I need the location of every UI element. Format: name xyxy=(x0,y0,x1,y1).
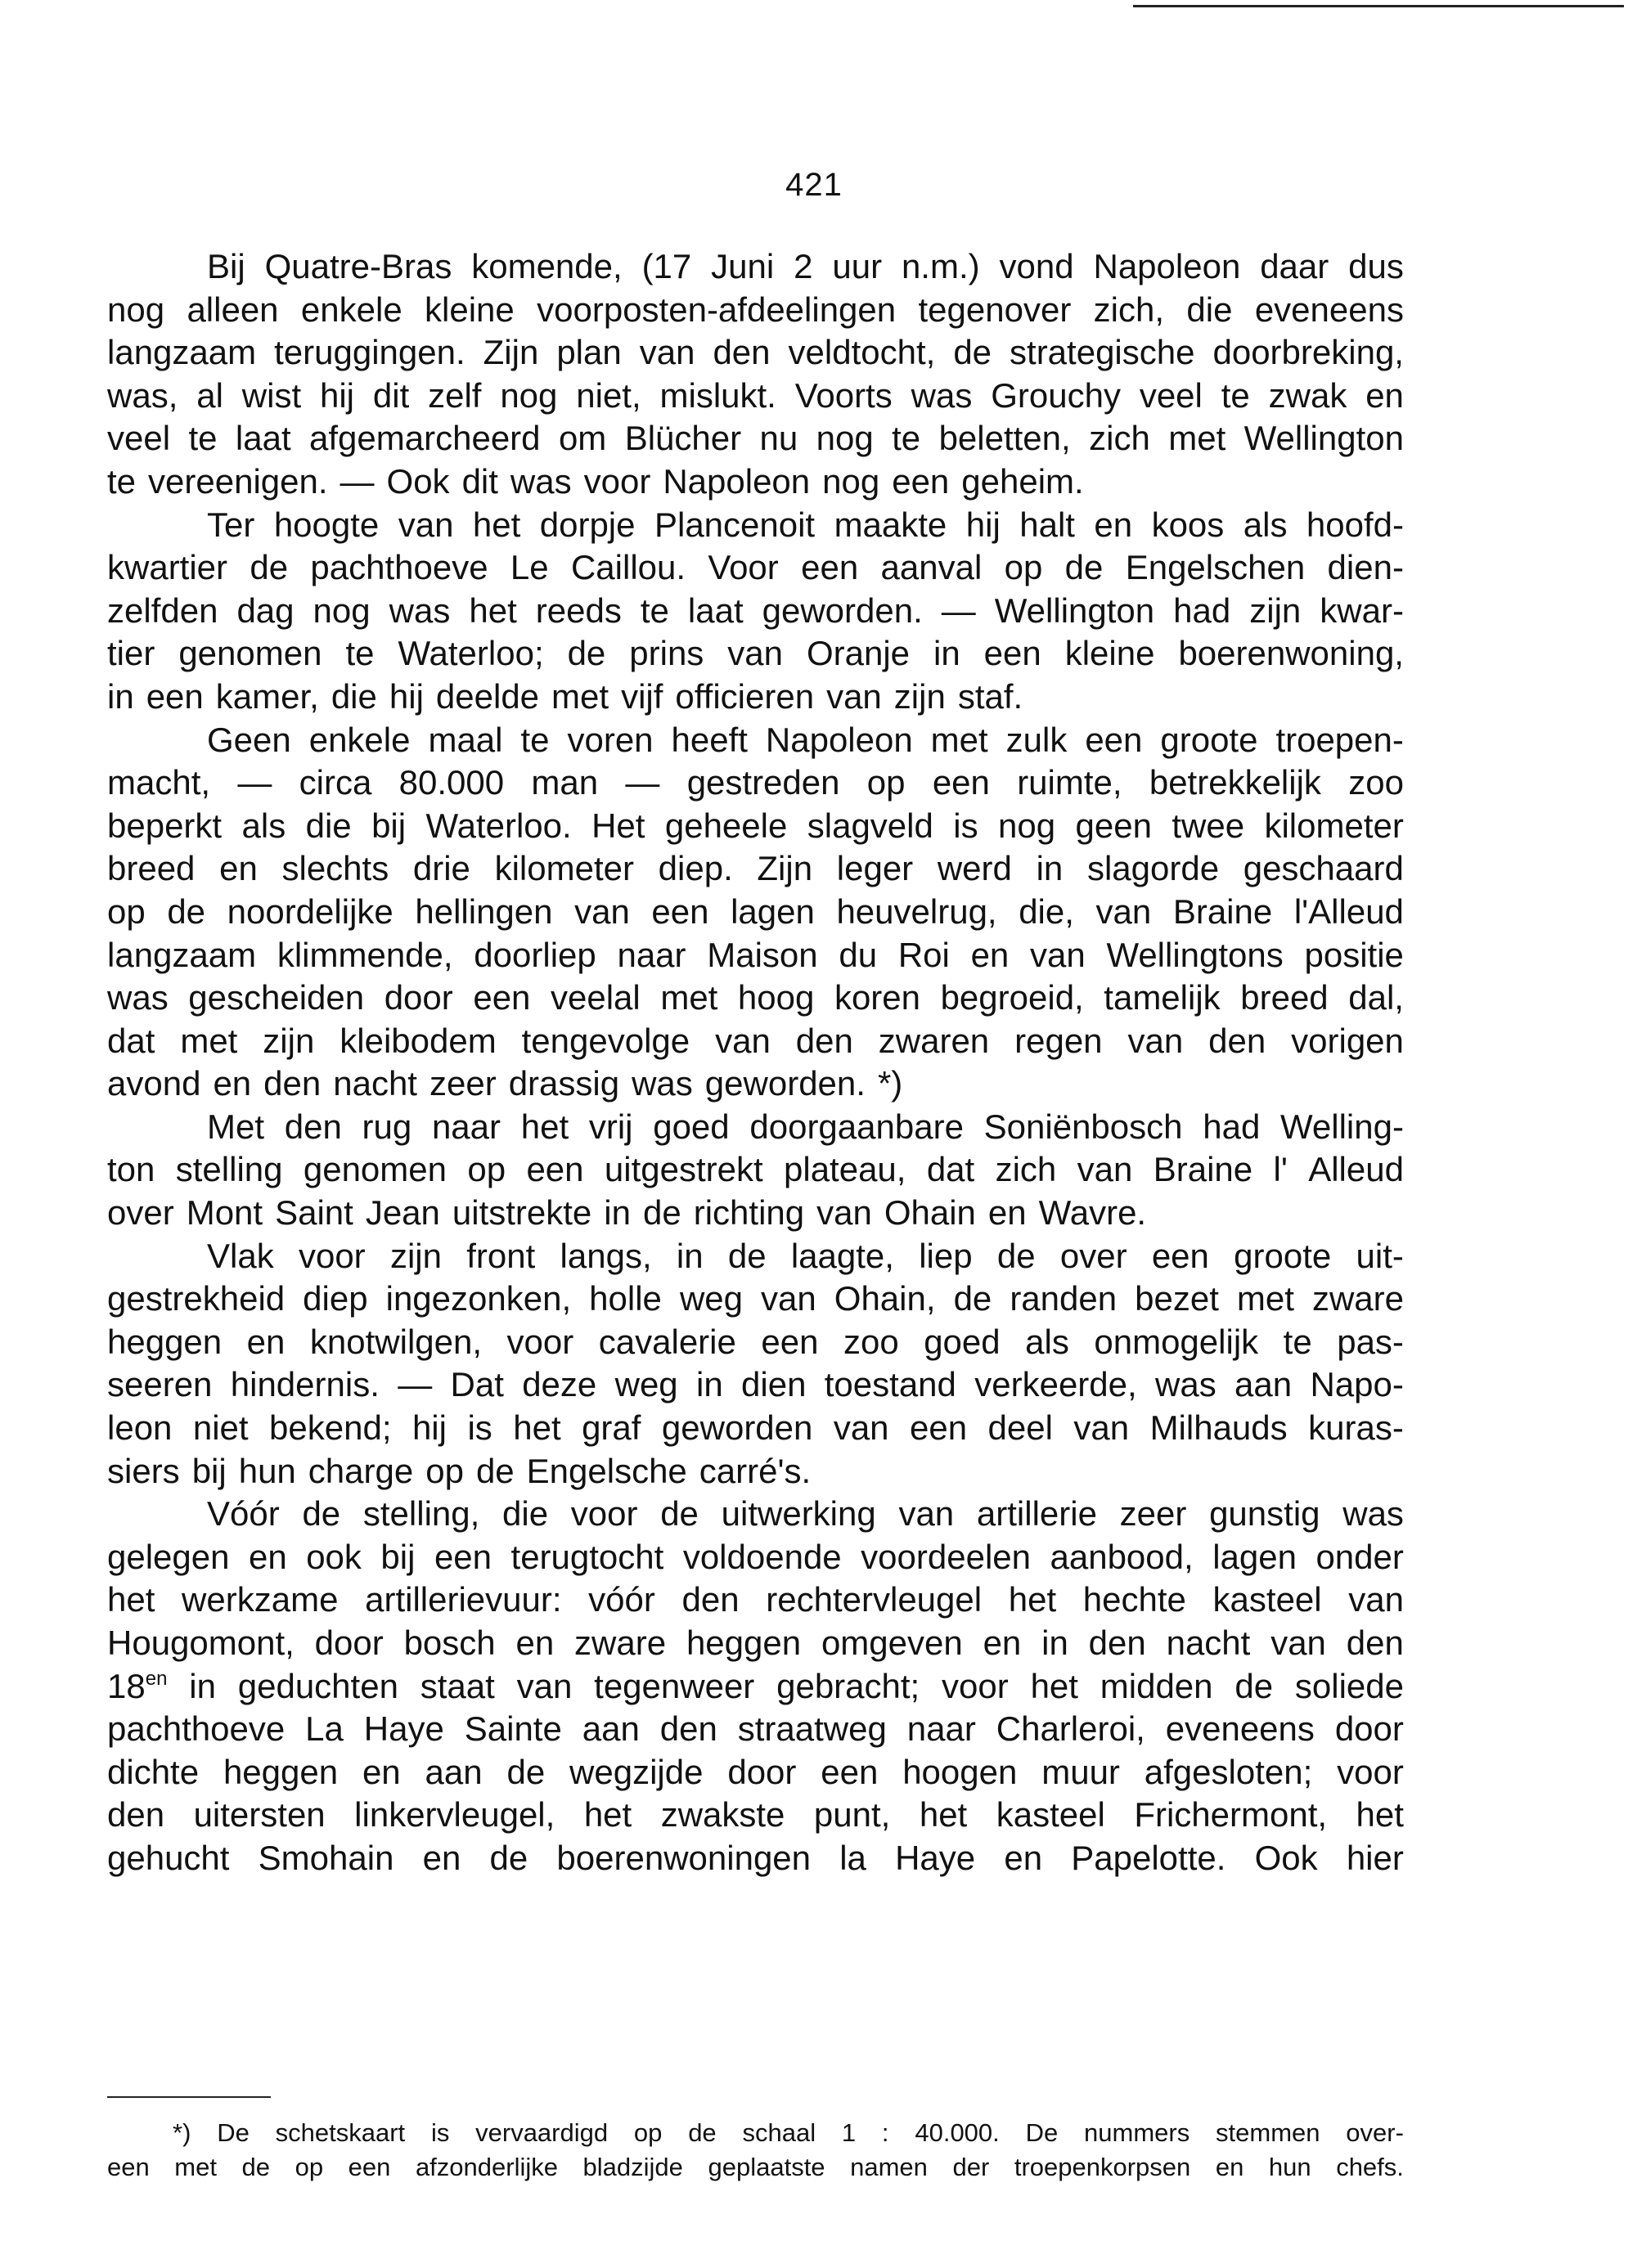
text-line: veel te laat afgemarcheerd om Blücher nu nog te beletten, zich met Wellington xyxy=(107,419,1404,458)
text-line: dichte heggen en aan de wegzijde door een hoogen muur afgesloten; voor xyxy=(107,1752,1404,1791)
footnotes xyxy=(107,2116,1404,2185)
text-line: pachthoeve La Haye Sainte aan den straatweg naar Charleroi, eveneens door xyxy=(107,1709,1404,1749)
page-number: 421 xyxy=(785,167,843,203)
text-line: te vereenigen. — Ook dit was voor Napoleon nog een geheim. xyxy=(107,461,1084,501)
text-line: Bij Quatre-Bras komende, (17 Juni 2 uur n.m.) vond Napoleon daar dus xyxy=(207,247,1404,285)
text-line: dat met zijn kleibodem tengevolge van den zwaren regen van den vorigen xyxy=(107,1021,1404,1060)
body-text xyxy=(107,245,1404,1880)
text-line: gehucht Smohain en de boerenwoningen la Haye en Papelotte. Ook hier xyxy=(107,1838,1404,1877)
footnote-line: *) De schetskaart is vervaardigd op de schaal 1 : 40.000. De nummers stemmen over- xyxy=(173,2118,1404,2147)
footnote-line: een met de op een afzonderlijke bladzijde geplaatste namen der troepenkorpsen en hun chefs. xyxy=(107,2153,1404,2181)
text-line: was gescheiden door een veelal met hoog koren begroeid, tamelijk breed dal, xyxy=(107,978,1404,1017)
text-line: Vóór de stelling, die voor de uitwerking van artillerie zeer gunstig was xyxy=(207,1494,1404,1534)
text-line: leon niet bekend; hij is het graf geworden van een deel van Milhauds kuras- xyxy=(107,1408,1404,1448)
text-line: tier genomen te Waterloo; de prins van Oranje in een kleine boerenwoning, xyxy=(107,634,1404,673)
text-line: Met den rug naar het vrij goed doorgaanbare Soniënbosch had Welling- xyxy=(207,1107,1404,1146)
text-line: Vlak voor zijn front langs, in de laagte, liep de over een groote uit- xyxy=(207,1236,1404,1275)
text-line: $18^{en}$ in geduchten staat van tegenweer gebracht; voor het midden de soliede xyxy=(107,1666,1404,1705)
text-line: avond en den nacht zeer drassig was geworden. *) xyxy=(107,1064,903,1103)
footnote-separator xyxy=(107,2096,271,2098)
text-line: siers bij hun charge op de Engelsche carré's. xyxy=(107,1451,812,1490)
text-line: op de noordelijke hellingen van een lagen heuvelrug, die, van Braine l'Alleud xyxy=(107,891,1404,931)
text-line: gestrekheid diep ingezonken, holle weg van Ohain, de randen bezet met zware xyxy=(107,1279,1404,1318)
text-line: gelegen en ook bij een terugtocht voldoende voordeelen aanbood, lagen onder xyxy=(107,1537,1404,1576)
text-line: in een kamer, die hij deelde met vijf officieren van zijn staf. xyxy=(107,676,1023,716)
text-line: Ter hoogte van het dorpje Plancenoit maakte hij halt en koos als hoofd- xyxy=(207,505,1404,544)
top-edge-rule xyxy=(1133,5,1624,7)
text-line: beperkt als die bij Waterloo. Het geheele slagveld is nog geen twee kilometer xyxy=(107,806,1404,845)
text-line: breed en slechts drie kilometer diep. Zijn leger werd in slagorde geschaard xyxy=(107,849,1404,888)
text-line: nog alleen enkele kleine voorposten-afdeelingen tegenover zich, die eveneens xyxy=(107,290,1404,329)
text-line: macht, — circa 80.000 man — gestreden op een ruimte, betrekkelijk zoo xyxy=(107,763,1404,802)
text-line: het werkzame artillerievuur: vóór den rechtervleugel het hechte kasteel van xyxy=(107,1580,1404,1619)
text-line: heggen en knotwilgen, voor cavalerie een zoo goed als onmogelijk te pas- xyxy=(107,1322,1404,1361)
text-line: zelfden dag nog was het reeds te laat geworden. — Wellington had zijn kwar- xyxy=(107,591,1404,630)
text-line: Geen enkele maal te voren heeft Napoleon met zulk een groote troepen- xyxy=(207,720,1404,759)
text-line: den uitersten linkervleugel, het zwakste punt, het kasteel Frichermont, het xyxy=(107,1795,1404,1835)
text-line: over Mont Saint Jean uitstrekte in de richting van Ohain en Wavre. xyxy=(107,1193,1147,1233)
text-line: Hougomont, door bosch en zware heggen omgeven en in den nacht van den xyxy=(107,1624,1404,1662)
text-line: was, al wist hij dit zelf nog niet, mislukt. Voorts was Grouchy veel te zwak en xyxy=(107,375,1404,415)
text-line: kwartier de pachthoeve Le Caillou. Voor een aanval op de Engelschen dien- xyxy=(107,548,1404,587)
text-line: ton stelling genomen op een uitgestrekt plateau, dat zich van Braine l' Alleud xyxy=(107,1150,1404,1189)
text-line: langzaam klimmende, doorliep naar Maison du Roi en van Wellingtons positie xyxy=(107,935,1404,974)
text-line: langzaam teruggingen. Zijn plan van den veldtocht, de strategische doorbreking, xyxy=(107,333,1404,372)
text-line: seeren hindernis. — Dat deze weg in dien toestand verkeerde, was aan Napo- xyxy=(107,1365,1404,1404)
